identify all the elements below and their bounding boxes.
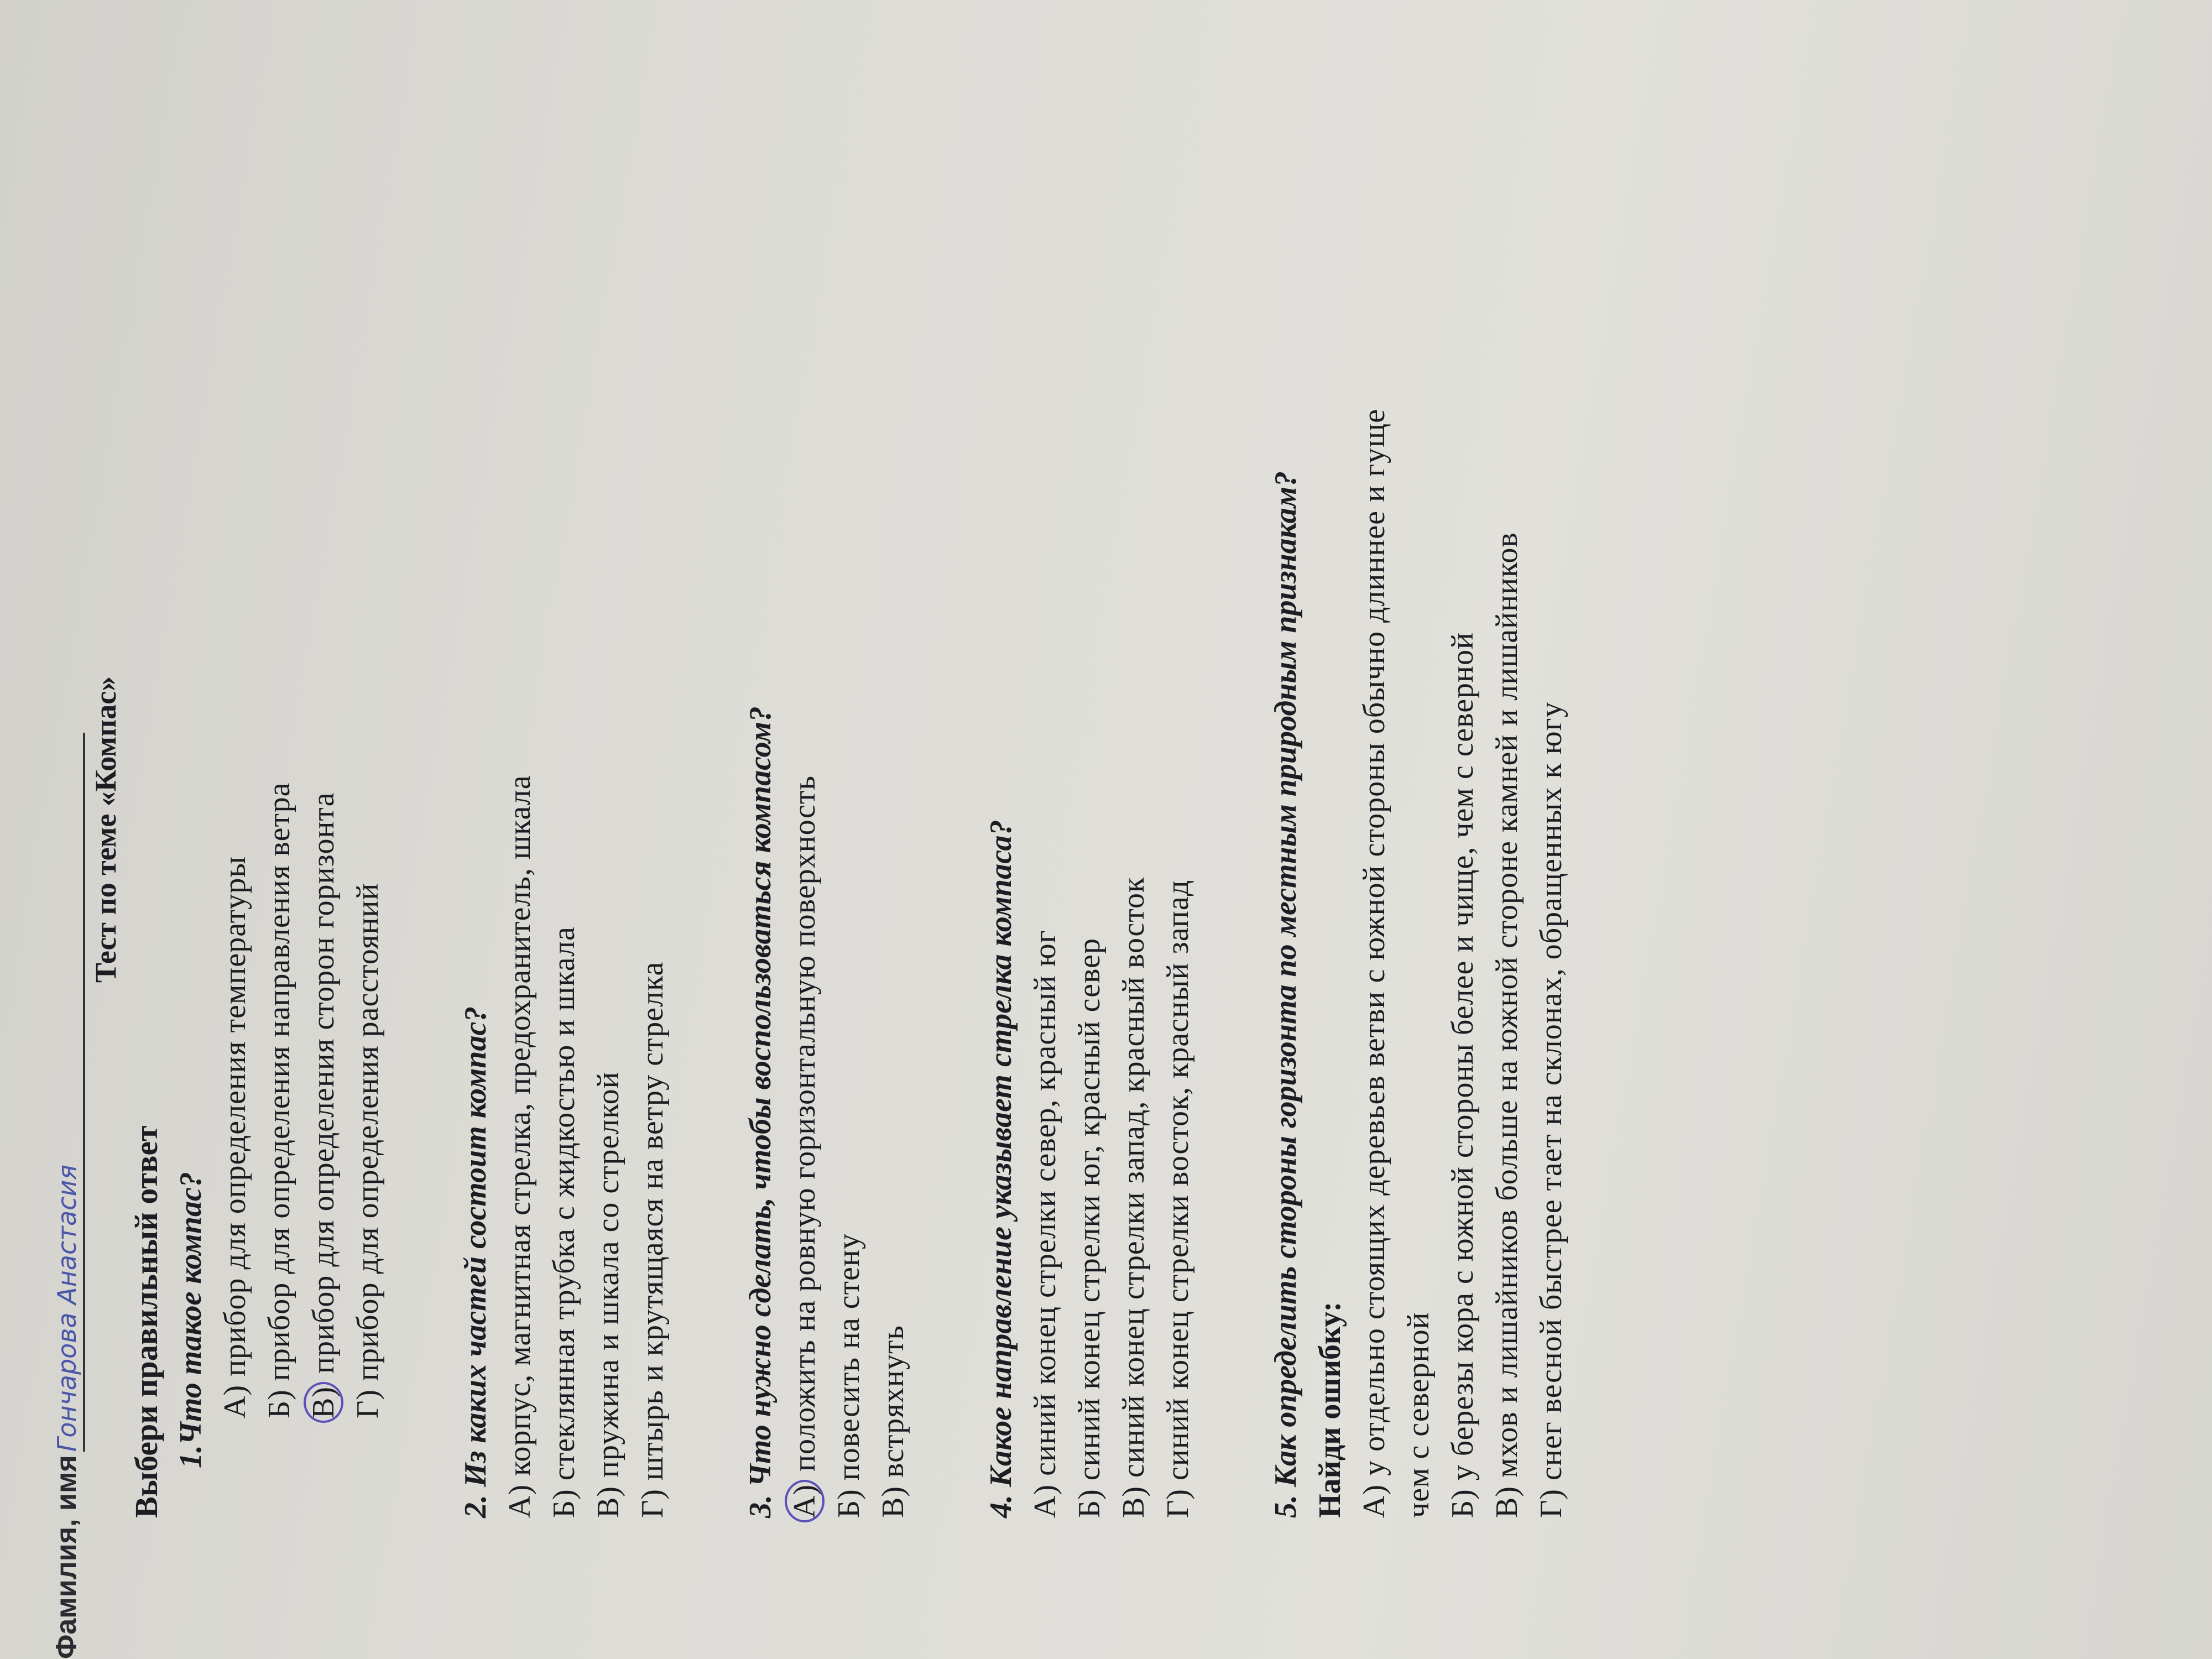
question-subtitle: Найди ошибку:	[1313, 1301, 1347, 1518]
option-text: положить на ровную горизонтальную поверхность	[787, 775, 822, 1472]
question-number: 3.	[743, 1495, 778, 1518]
option-letter: Г)	[1161, 1488, 1195, 1518]
question-heading	[979, 102, 1023, 1518]
question-text: Что такое компас?	[174, 1172, 208, 1445]
answer-option[interactable]	[1441, 102, 1485, 1518]
option-text: встряхнуть	[876, 1325, 910, 1478]
option-letter: Г)	[1534, 1488, 1568, 1518]
option-letter: Б)	[1072, 1489, 1107, 1518]
answer-option[interactable]	[1529, 102, 1573, 1518]
answer-option[interactable]	[1352, 102, 1396, 1518]
question-2	[453, 102, 675, 1518]
answer-option[interactable]	[542, 102, 586, 1518]
option-letter: Б)	[547, 1489, 581, 1518]
option-text: пружина и шкала со стрелкой	[591, 1071, 625, 1478]
option-letter: А)	[218, 1384, 252, 1418]
answer-option[interactable]	[257, 102, 301, 1468]
question-4	[979, 102, 1200, 1518]
question-text: Из каких частей состоит компас?	[458, 1006, 493, 1487]
option-text: синий конец стрелки запад, красный восток	[1117, 877, 1151, 1478]
answer-option[interactable]	[1485, 102, 1529, 1518]
option-text: стеклянная трубка с жидкостью и шкала	[547, 926, 581, 1481]
test-body	[124, 102, 1573, 1518]
option-text: прибор для определения расстояний	[351, 883, 385, 1381]
option-continuation: чем с северной	[1401, 1312, 1436, 1518]
option-text: у отдельно стоящих деревьев ветви с южной стороны обычно длиннее и гуще	[1357, 409, 1391, 1476]
option-text: синий конец стрелки восток, красный запад	[1161, 879, 1195, 1480]
circled-option-letter: А)	[785, 1480, 825, 1522]
answer-option[interactable]	[1067, 102, 1112, 1518]
option-letter: Г)	[635, 1488, 670, 1518]
answer-option[interactable]	[871, 102, 915, 1518]
option-text: корпус, магнитная стрелка, предохранитель, шкала	[503, 775, 537, 1476]
question-number: 4.	[984, 1495, 1018, 1518]
question-number: 1.	[174, 1445, 208, 1468]
answer-option[interactable]	[1156, 102, 1200, 1518]
option-text: у березы кора с южной стороны белее и чище, чем с северной	[1446, 632, 1480, 1481]
question-heading	[169, 102, 213, 1468]
option-text: мхов и лишайников больше на южной стороне камней и лишайников	[1490, 532, 1524, 1478]
option-letter: А)	[1357, 1484, 1391, 1518]
question-1	[169, 102, 390, 1518]
answer-option[interactable]	[630, 102, 675, 1518]
answer-option[interactable]	[586, 102, 630, 1518]
option-text: прибор для определения сторон горизонта	[306, 792, 341, 1374]
answer-option-selected[interactable]	[782, 102, 827, 1518]
option-letter: Б)	[832, 1489, 866, 1518]
question-text: Как определить стороны горизонта по местным природным признакам?	[1269, 471, 1303, 1487]
option-text: прибор для определения направления ветра	[262, 782, 296, 1381]
option-letter: В)	[591, 1486, 625, 1518]
question-text: Какое направление указывает стрелка компаса?	[984, 820, 1018, 1487]
name-underline	[50, 733, 85, 1452]
question-heading	[738, 102, 782, 1518]
option-letter: Г)	[351, 1389, 385, 1418]
page-title: Тест по теме «Компас»	[89, 676, 122, 983]
option-letter: А)	[503, 1484, 537, 1518]
answer-option[interactable]	[1112, 102, 1156, 1518]
option-letter: В)	[1490, 1486, 1524, 1518]
instruction: Выбери правильный ответ	[128, 1125, 164, 1518]
option-letter: А)	[1028, 1484, 1062, 1518]
option-letter: В)	[1117, 1486, 1151, 1518]
option-text: снег весной быстрее тает на склонах, обращенных к югу	[1534, 701, 1568, 1480]
option-text: синий конец стрелки юг, красный север	[1072, 937, 1107, 1481]
option-text: штырь и крутящаяся на ветру стрелка	[635, 961, 670, 1480]
question-number: 5.	[1269, 1495, 1303, 1518]
option-text: синий конец стрелки север, красный юг	[1028, 930, 1062, 1476]
question-5	[1264, 102, 1573, 1518]
answer-option[interactable]	[1023, 102, 1067, 1518]
question-3	[738, 102, 915, 1518]
answer-option[interactable]	[346, 102, 390, 1468]
question-heading	[1264, 102, 1308, 1518]
circled-option-letter: В)	[304, 1382, 343, 1423]
option-letter: Б)	[1446, 1489, 1480, 1518]
answer-option[interactable]	[213, 102, 257, 1468]
answer-option-selected[interactable]	[301, 102, 346, 1468]
question-heading	[453, 102, 498, 1518]
name-label: Фамилия, имя	[50, 1455, 82, 1659]
answer-option[interactable]	[498, 102, 542, 1518]
option-letter: В)	[876, 1486, 910, 1518]
answer-option[interactable]	[827, 102, 871, 1518]
option-text: повесить на стену	[832, 1233, 866, 1481]
question-number: 2.	[458, 1495, 493, 1518]
option-letter: Б)	[262, 1389, 296, 1418]
handwritten-name: Гончарова Анастасия	[52, 1164, 82, 1452]
option-text: прибор для определения температуры	[218, 855, 252, 1376]
question-text: Что нужно сделать, чтобы воспользоваться компасом?	[743, 706, 778, 1487]
